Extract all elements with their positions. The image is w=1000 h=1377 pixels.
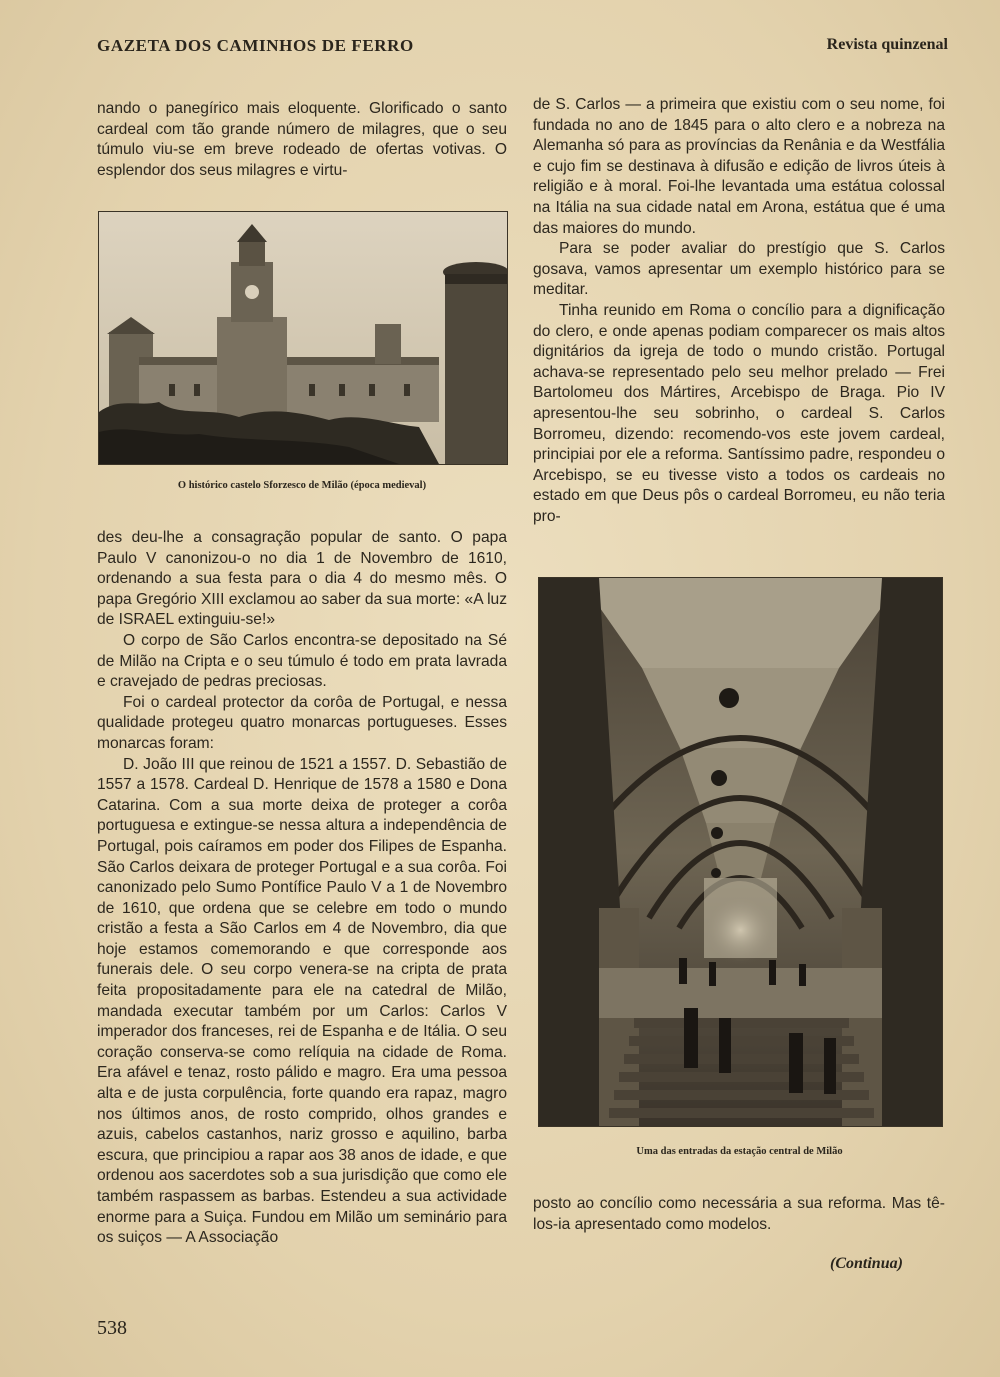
station-photo (538, 577, 943, 1127)
paragraph: posto ao concílio como necessária a sua reforma. Mas tê-los-ia apresentado como modelos. (533, 1195, 945, 1233)
column1-top-text (97, 99, 507, 181)
page-number: 538 (97, 1317, 127, 1339)
castle-photo (98, 211, 508, 465)
column1-body (97, 528, 507, 1249)
paragraph: Para se poder avaliar do prestígio que S. Carlos gosava, vamos apresentar um exemplo histórico para se meditar. (533, 240, 945, 299)
paragraph: D. João III que reinou de 1521 a 1557. D. Sebastião de 1557 a 1578. Cardeal D. Henrique de 1578 a 1580 e Dona Catarina. Com a sua morte deixa de proteger a corôa portuguesa e extingue-se nessa altura a independência de Portugal, pois caíramos em poder dos Filipes de Espanha. São Carlos deixara de proteger Portugal e a sua corôa. Foi canonizado pelo Sumo Pontífice Paulo V a 1 de Novembro de 1610, que ordena que se celebre em todo o mundo cristão a festa a São Carlos em 4 de Novembro, dia que hoje estamos comemorando e que corresponde aos funerais dele. O seu corpo venera-se na cripta de prata feita propositadamente para ele na catedral de Milão, mandada executar também por um Carlos: Carlos V imperador dos franceses, rei de Espanha e de Itália. O seu coração conserva-se como relíquia na cidade de Roma. Era afável e tenaz, rosto pálido e magro. Era uma pessoa alta e de justa corpulência, forte quando era rapaz, magro nos últimos anos, de rosto comprido, olhos grandes e azuis, cabelos castanhos, nariz grosso e aquilino, barba escura, que principiou a rapar aos 38 anos de idade, e que ordenou aos sacerdotes sob a sua jurisdição que como ele também raspassem as barbas. Estendeu a sua actividade enorme para a Suiça. Fundou em Milão um seminário para os suiços — A Associação (97, 755, 507, 1247)
paragraph: Tinha reunido em Roma o concílio para a dignificação do clero, e onde apenas podiam comparecer os mais altos dignitários da igreja de todo o mundo cristão. Portugal achava-se representado pelo seu melhor prelado — Frei Bartolomeu dos Mártires, Arcebispo de Braga. Pio IV apresentou-lhe seu sobrinho, o cardeal S. Carlos Borromeu, dizendo: recomendo-vos este jovem cardeal, principiai por ele a reforma. Santíssimo padre, respondeu o Arcebispo, se eu tivesse visto a todos os cardeais no estado em que Deus pôs o cardeal Borromeu, eu não teria pro- (533, 301, 945, 525)
column2-bottom-text (533, 1194, 945, 1235)
magazine-subtitle: Revista quinzenal (826, 36, 948, 53)
paragraph: O corpo de São Carlos encontra-se depositado na Sé de Milão na Cripta e o seu túmulo é todo em prata lavrada e cravejado de pedras preciosas. (97, 631, 507, 691)
paragraph: nando o panegírico mais eloquente. Glorificado o santo cardeal com tão grande número de milagres, que o seu túmulo viu-se em breve rodeado de ofertas votivas. O esplendor dos seus milagres e virtu- (97, 100, 507, 179)
page-header (97, 36, 948, 60)
magazine-title: GAZETA DOS CAMINHOS DE FERRO (97, 36, 414, 55)
continued-note: (Continua) (830, 1255, 903, 1272)
castle-photo-caption: O histórico castelo Sforzesco de Milão (época medieval) (177, 480, 427, 491)
column2-top-text (533, 95, 945, 527)
paragraph: des deu-lhe a consagração popular de santo. O papa Paulo V canonizou-o no dia 1 de Novembro de 1610, ordenando a sua festa para o dia 4 do mesmo mês. O papa Gregório XIII exclamou ao saber da sua morte: «A luz de ISRAEL extinguiu-se!» (97, 529, 507, 629)
paragraph: de S. Carlos — a primeira que existiu com o seu nome, foi fundada no ano de 1845 para o alto clero e a nobreza na Alemanha só para as províncias da Renânia e da Westfália e cujo fim se destinava à difusão e edição de livros úteis à religião e à moral. Foi-lhe levantada uma estátua colossal na Itália na sua cidade natal em Arona, estátua que é uma das maiores do mundo. (533, 96, 945, 237)
paragraph: Foi o cardeal protector da corôa de Portugal, e nessa qualidade protegeu quatro monarcas portugueses. Esses monarcas foram: (97, 693, 507, 752)
station-photo-caption: Uma das entradas da estação central de Milão (636, 1146, 843, 1157)
